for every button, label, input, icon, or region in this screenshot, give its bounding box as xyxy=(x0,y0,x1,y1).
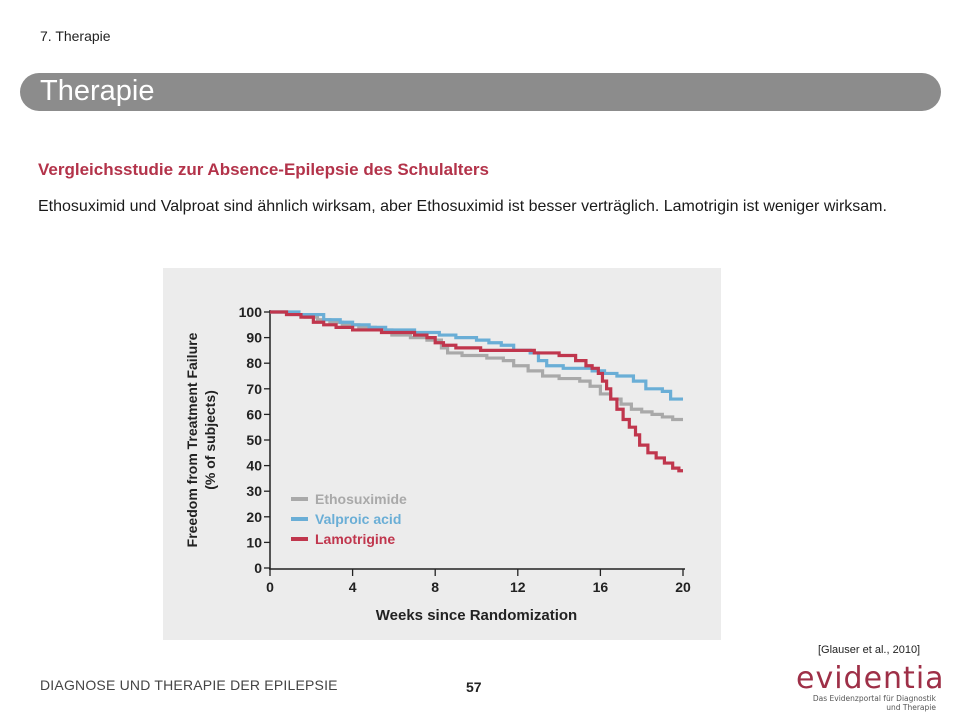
page-title: Therapie xyxy=(40,75,155,107)
x-axis-label: Weeks since Randomization xyxy=(375,607,578,624)
y-tick-label-9: 90 xyxy=(246,329,262,346)
logo-word: evidentia xyxy=(796,661,945,696)
x-tick-label-5: 20 xyxy=(675,579,691,595)
evidentia-logo xyxy=(796,661,946,712)
body-text: Ethosuximid und Valproat sind ähnlich wirksam, aber Ethosuximid ist besser verträglich. Lamotrigin ist weniger wirksam. xyxy=(38,198,887,215)
y-tick-label-5: 50 xyxy=(246,432,262,448)
legend-label-2: Lamotrigine xyxy=(315,531,396,547)
y-tick-label-10: 100 xyxy=(238,304,262,320)
series-line-lamotrigine xyxy=(270,312,683,471)
y-tick-label-7: 70 xyxy=(246,380,262,397)
legend-label-0: Ethosuximide xyxy=(315,491,407,507)
legend-label-1: Valproic acid xyxy=(315,511,402,527)
x-tick-label-2: 8 xyxy=(431,579,440,595)
x-tick-label-1: 4 xyxy=(348,579,357,595)
footer-text: DIAGNOSE UND THERAPIE DER EPILEPSIE xyxy=(40,677,338,693)
y-tick-label-3: 30 xyxy=(246,483,262,500)
logo-tagline-2: und Therapie xyxy=(886,703,936,712)
survival-chart xyxy=(163,268,721,640)
x-tick-label-4: 16 xyxy=(592,579,609,595)
y-tick-label-2: 20 xyxy=(246,508,262,525)
breadcrumb: 7. Therapie xyxy=(40,28,111,44)
y-axis-label-line-1: Freedom from Treatment Failure xyxy=(184,332,200,548)
title-bar xyxy=(20,73,941,111)
logo-tagline-1: Das Evidenzportal für Diagnostik xyxy=(812,694,936,703)
y-tick-label-1: 10 xyxy=(246,534,262,551)
y-tick-label-8: 80 xyxy=(246,355,262,372)
chart-panel xyxy=(163,268,721,640)
y-axis-label-line-2: (% of subjects) xyxy=(202,390,218,490)
x-tick-label-3: 12 xyxy=(510,579,526,595)
y-tick-label-6: 60 xyxy=(246,406,262,423)
y-tick-label-4: 40 xyxy=(246,457,262,474)
y-tick-label-0: 0 xyxy=(254,560,262,576)
page-number: 57 xyxy=(466,679,482,695)
section-subtitle: Vergleichsstudie zur Absence-Epilepsie des Schulalters xyxy=(38,160,489,179)
x-tick-label-0: 0 xyxy=(266,579,274,595)
series-line-ethosuximide xyxy=(270,312,683,420)
citation: [Glauser et al., 2010] xyxy=(818,644,921,656)
